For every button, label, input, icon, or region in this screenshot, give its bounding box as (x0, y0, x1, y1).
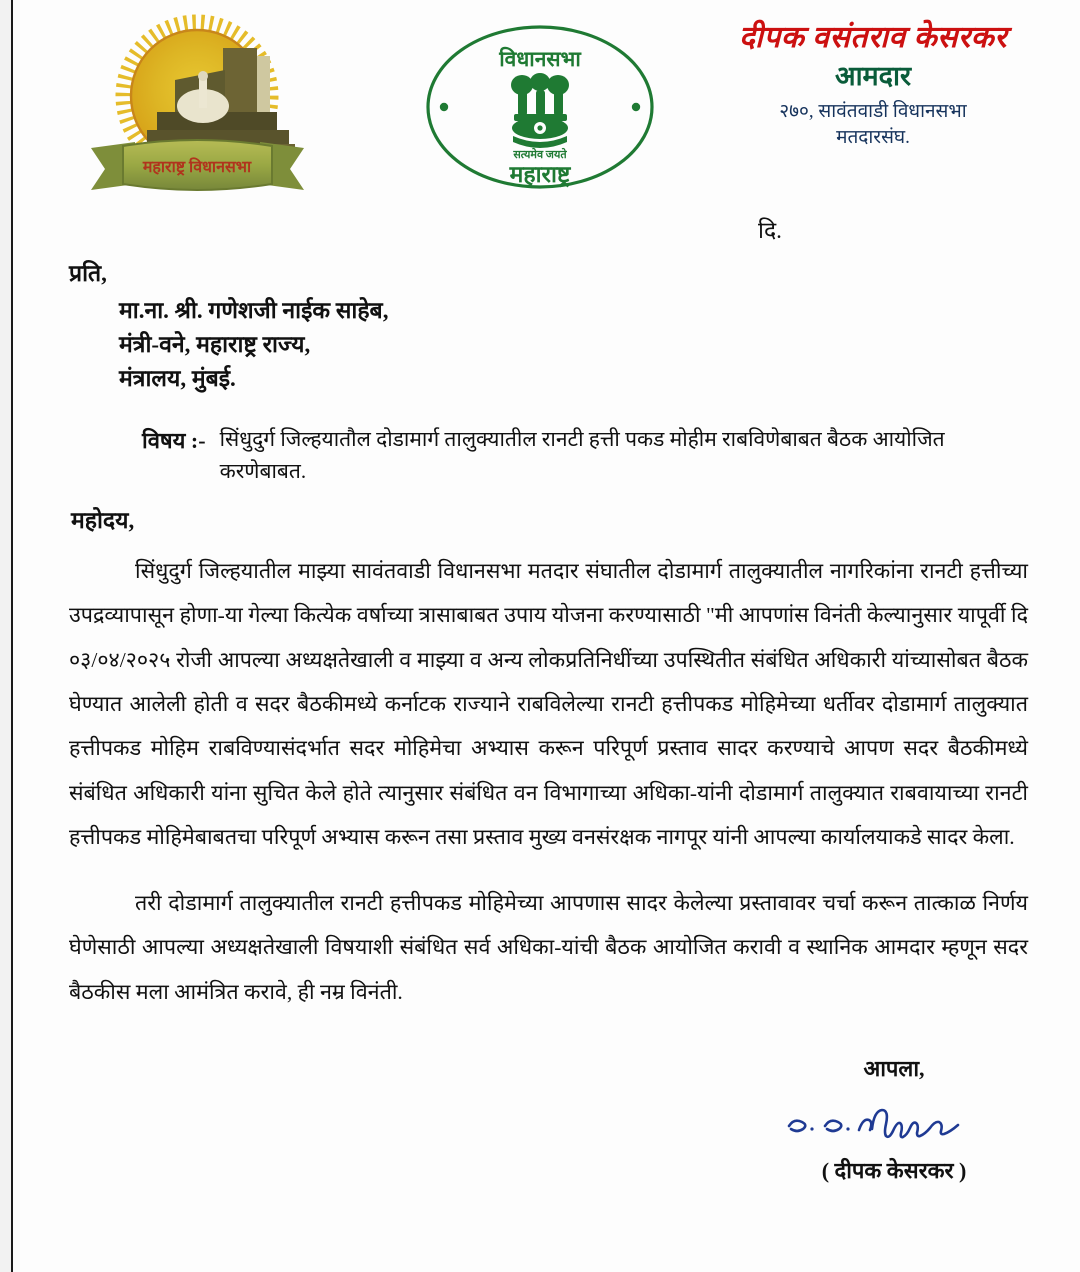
letter-body (13, 256, 1080, 1014)
body-paragraph-1: सिंधुदुर्ग जिल्हयातील माझ्या सावंतवाडी विधानसभा मतदार संघातील दोडामार्ग तालुक्यातील नागरिकांना रानटी हत्तीच्या उपद्रव्यापासून होणा-या गेल्या कित्येक वर्षाच्या त्रासाबाबत उपाय योजना करण्यासाठी "मी आपणांस विनंती केल्यानुसार यापूर्वी दि ०३/०४/२०२५ रोजी आपल्या अध्यक्षतेखाली व माझ्या व अन्य लोकप्रतिनिधींच्या उपस्थितीत संबंधित अधिकारी यांच्यासोबत बैठक घेण्यात आलेली होती व सदर बैठकीमध्ये कर्नाटक राज्याने राबविलेल्या रानटी हत्तीपकड मोहिमेच्या धर्तीवर दोडामार्ग तालुक्यात हत्तीपकड मोहिम राबविण्यासंदर्भात सदर मोहिमेचा अभ्यास करून परिपूर्ण प्रस्ताव सादर करण्याचे आपण सदर बैठकीमध्ये संबंधित अधिकारी यांना सुचित केले होते त्यानुसार संबंधित वन विभागाच्या अधिका-यांनी दोडामार्ग तालुक्यात राबवायाच्या रानटी हत्तीपकड मोहिमेबाबतचा परिपूर्ण अभ्यास करून तसा प्रस्ताव मुख्य वनसंरक्षक नागपूर यांनी आपल्या कार्यालयाकडे सादर केला. (69, 559, 1028, 849)
emblem-ribbon-text: महाराष्ट्र विधानसभा (142, 159, 252, 176)
mla-constituency-line-1: २७०, सावंतवाडी विधानसभा (779, 101, 967, 123)
recipient-line: मा.ना. श्री. गणेशजी नाईक साहेब, (119, 298, 389, 323)
handwritten-signature (769, 1091, 1019, 1153)
seal-motto-text: सत्यमेव जयते (513, 149, 567, 161)
subject-row (142, 424, 1028, 487)
mla-name: दीपक वसंतराव केसरकर (739, 21, 1007, 54)
vidhan-sabha-maharashtra-oval-seal (418, 18, 663, 196)
mla-constituency-line-2: मतदारसंघ. (836, 126, 910, 148)
mla-designation: आमदार (834, 61, 912, 91)
signer-name: ( दीपक केसरकर ) (821, 1158, 967, 1183)
signature-block (769, 1053, 1019, 1185)
mla-identity-block (673, 20, 1073, 150)
seal-top-text: विधानसभा (499, 47, 581, 71)
letterhead (13, 0, 1080, 243)
to-label: प्रति, (69, 261, 107, 286)
recipient-line: मंत्री-वने, महाराष्ट्र राज्य, (119, 332, 311, 358)
subject-text: सिंधुदुर्ग जिल्हयातौल दोडामार्ग तालुक्यातील रानटी हत्ती पकड मोहीम राबविणेबाबत बैठक आयोजित करणेबाबत. (219, 427, 945, 483)
salutation: महोदय, (71, 508, 135, 534)
seal-bottom-text: महाराष्ट्र (509, 162, 571, 187)
letter-page (11, 0, 1080, 1272)
subject-label: विषय :- (142, 428, 206, 454)
body-paragraph-2: तरी दोडामार्ग तालुक्यातील रानटी हत्तीपकड मोहिमेच्या आपणास सादर केलेल्या प्रस्तावावर चर्चा करून तात्काळ निर्णय घेणेसाठी आपल्या अध्यक्षतेखाली विषयाशी संबंधित सर्व अधिका-यांची बैठक आयोजित करावी व स्थानिक आमदार म्हणून सदर बैठकीस मला आमंत्रित करावे, ही नम्र विनंती. (69, 891, 1028, 1004)
yours-label: आपला, (863, 1056, 925, 1081)
maharashtra-vidhan-sabha-sunburst-emblem (75, 8, 320, 204)
recipient-address (119, 294, 1028, 396)
recipient-line: मंत्रालय, मुंबई. (119, 366, 236, 392)
date-label: दि. (758, 218, 782, 243)
